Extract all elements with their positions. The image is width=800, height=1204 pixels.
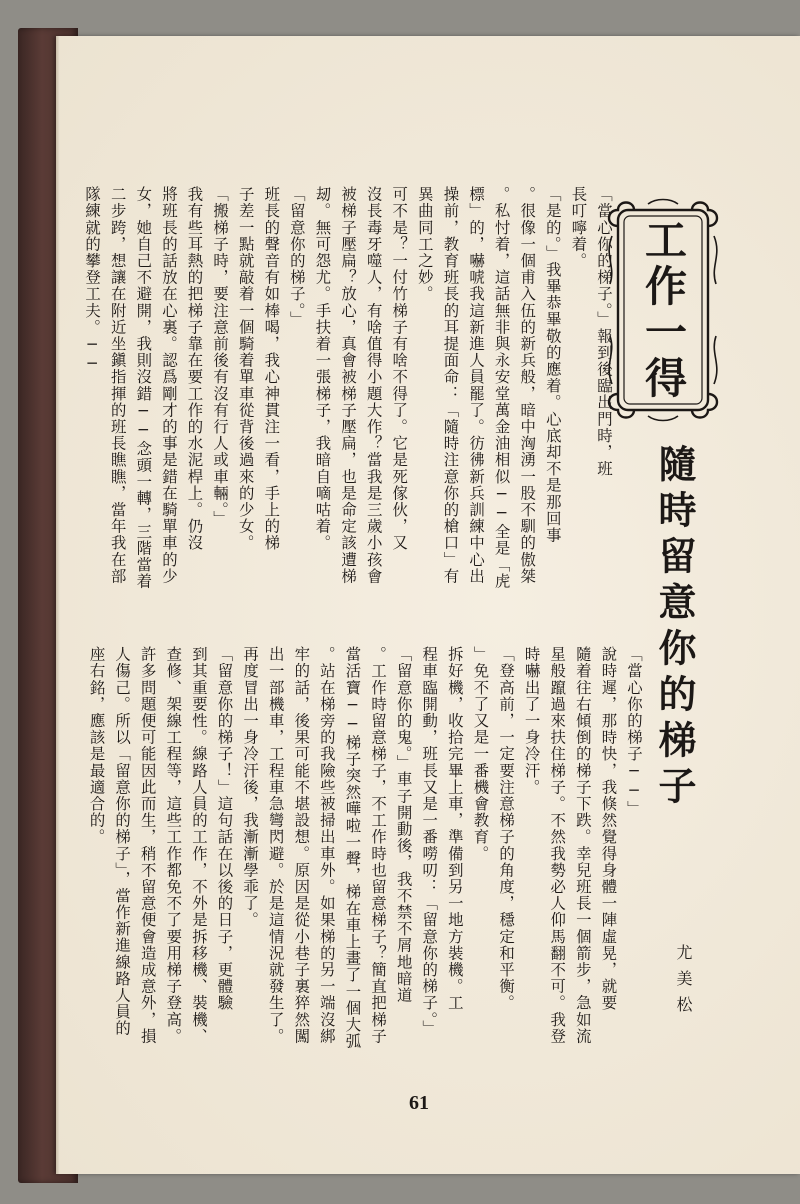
article-body-lower: 「當心你的梯子──」 說時遲，那時快，我倏然覺得身體一陣虛晃，就要 隨着往右傾倒的梯子下跌。幸兒班長一個箭步，急如流 星般躥過來扶住梯子。不然我勢必人仰馬翻不可。我登 時嚇出了一身冷汗。 「登高前，一定要注意梯子的角度，穩定和平衡。 」免不了又是一番機會教育。 拆好機，收拾完畢上車，準備到另一地方裝機。工 程車臨開動，班長又是一番嘮叨：「留意你的梯子。」 「留意你的鬼。」車子開動後，我不禁不屑地暗道 。工作時留意梯子，不工作時也留意梯子？簡直把梯子 當活寶──梯子突然嘩啦一聲，梯在車上畫了一個大弧 。站在梯旁的我險些被掃出車外。如果梯的另一端沒綁 牢的話，後果可能不堪設想。原因是從小巷子裏猝然闖 出一部機車，工程車急彎閃避。於是這情況就發生了。 再度冒出一身冷汗後，我漸漸學乖了。 「留意你的梯子！」這句話在以後的日子，更體驗 到其重要性。線路人員的工作，不外是拆移機、裝機、 查修、架線工程等，這些工作都免不了要用梯子登高。 許多問題便可能因此而生，稍不留意便會造成意外，損 人傷己。所以「留意你的梯子」，當作新進線路人員的 座右銘，應該是最適合的。 bbox=[87, 646, 643, 1050]
column-title: 工作一得 bbox=[639, 218, 688, 402]
page-number: 61 bbox=[409, 1092, 429, 1114]
author-name: 尤美松 bbox=[674, 944, 693, 1022]
article-body-upper: 「當心你的梯子。」報到後臨出門時，班 長叮嚀着。 「是的。」我畢恭畢敬的應着。心底却不是那回事 。很像一個甫入伍的新兵般，暗中洶湧一股不馴的傲桀 。私忖着，這話無非與永安堂萬金油相似──全是「虎 標」的，嚇唬我這新進人員罷了。彷彿新兵訓練中心出 操前，教育班長的耳提面命：「隨時注意你的槍口」有 異曲同工之妙。 可不是？一付竹梯子有啥不得了。它是死傢伙，又 沒長毒牙噬人，有啥值得小題大作？當我是三歲小孩會 被梯子壓扁？放心，真會被梯子壓扁，也是命定該遭梯 刼。無可怨尤。手扶着一張梯子，我暗自嘀咕着。 「留意你的梯子。」 班長的聲音有如棒喝，我心神貫注一看，手上的梯 子差一點就敲着一個騎着單車從背後過來的少女。 「搬梯子時，要注意前後有沒有行人或車輛。」 我有些耳熱的把梯子靠在要工作的水泥桿上。仍沒 將班長的話放在心裏。認爲剛才的事是錯在騎單車的少 女，她自己不避開，我則沒錯──念頭一轉，三階當着 二步跨，想讓在附近坐鎭指揮的班長瞧瞧，當年我在部 隊練就的攀登工夫。── bbox=[83, 186, 613, 590]
article-headline: 隨時留意你的梯子 bbox=[652, 444, 697, 812]
page-edge bbox=[56, 36, 60, 1174]
column-title-frame bbox=[604, 196, 722, 424]
